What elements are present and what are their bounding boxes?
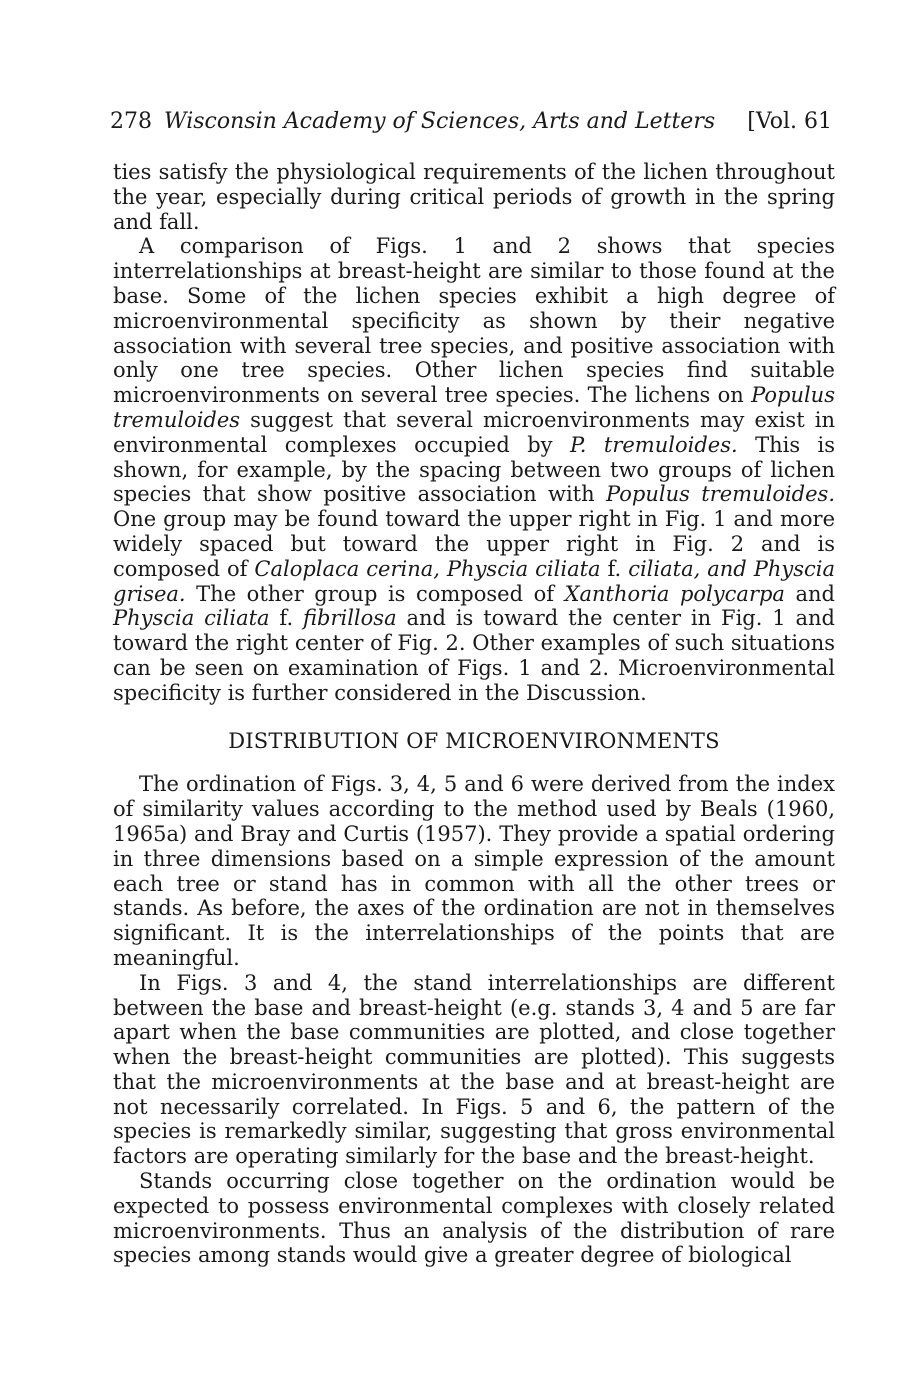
text-span: f.	[600, 556, 629, 581]
body-text	[113, 160, 835, 1268]
species-name: ciliata, and Physcia grisea.	[113, 556, 835, 606]
text-span: The other group is composed of	[185, 581, 565, 606]
species-name: Populus tremuloides	[113, 383, 835, 432]
text-span: f.	[269, 606, 304, 631]
paragraph-1: ties satisfy the physiological requirements of the lichen throughout the year, especially during critical periods of growth in the spring and fall.	[113, 160, 835, 234]
text-span: This is shown, for example, by the spacing between two groups of lichen species that show positive association with	[113, 432, 836, 507]
journal-title: Wisconsin Academy of Sciences, Arts and Letters	[164, 109, 716, 134]
text-span: and	[784, 581, 835, 606]
text-span: One group may be found toward the upper right in Fig. 1 and more widely spaced but toward the upper right in Fig. 2 and is composed of	[113, 507, 835, 581]
running-header	[110, 108, 832, 136]
section-heading: DISTRIBUTION OF MICROENVIRONMENTS	[228, 728, 720, 753]
paragraph-5: Stands occurring close together on the ordination would be expected to possess environmental complexes with closely related microenvironments. Thus an analysis of the distribution of rare species among stands would give a greater degree of biological	[113, 1169, 835, 1268]
species-name: Populus tremuloides.	[606, 482, 835, 507]
text-span: A comparison of Figs. 1 and 2 shows that species interrelationships at breast-height are similar to those found at the base. Some of the lichen species exhibit a high degree of microenvironmental specificity as shown by their negative association with several tree species, and positive association with only one tree species. Other lichen species find suitable microenvironments on several tree species. The lichens on	[113, 234, 835, 408]
paragraph-4: In Figs. 3 and 4, the stand interrelationships are different between the base and breast-height (e.g. stands 3, 4 and 5 are far apart when the base communities are plotted, and close together when the breast-height communities are plotted). This suggests that the microenvironments at the base and at breast-height are not necessarily correlated. In Figs. 5 and 6, the pattern of the species is remarkedly similar, suggesting that gross environmental factors are operating similarly for the base and the breast-height.	[113, 970, 835, 1169]
paragraph-3: The ordination of Figs. 3, 4, 5 and 6 were derived from the index of similarity values according to the method used by Beals (1960, 1965a) and Bray and Curtis (1957). They provide a spatial ordering in three dimensions based on a simple expression of the amount each tree or stand has in common with all the other trees or stands. As before, the axes of the ordination are not in themselves significant. It is the interrelationships of the points that are meaningful.	[113, 772, 835, 970]
species-name: Xanthoria polycarpa	[564, 581, 785, 606]
paragraph-2	[113, 234, 835, 705]
species-name: Physcia ciliata	[113, 606, 270, 631]
volume-label: [Vol. 61	[747, 109, 832, 134]
text-span: suggest that several microenvironments may exist in environmental complexes occupied by	[113, 407, 835, 457]
species-name: P. tremuloides.	[569, 432, 738, 457]
species-name: Caloplaca cerina, Physcia ciliata	[254, 556, 601, 581]
text-span: and is toward the center in Fig. 1 and toward the right center of Fig. 2. Other examples of such situations can be seen on examination of Figs. 1 and 2. Microenvironmental specificity is further considered in the Discussion.	[113, 606, 835, 705]
species-name: fibrillosa	[303, 606, 397, 631]
page-number: 278	[110, 109, 152, 134]
